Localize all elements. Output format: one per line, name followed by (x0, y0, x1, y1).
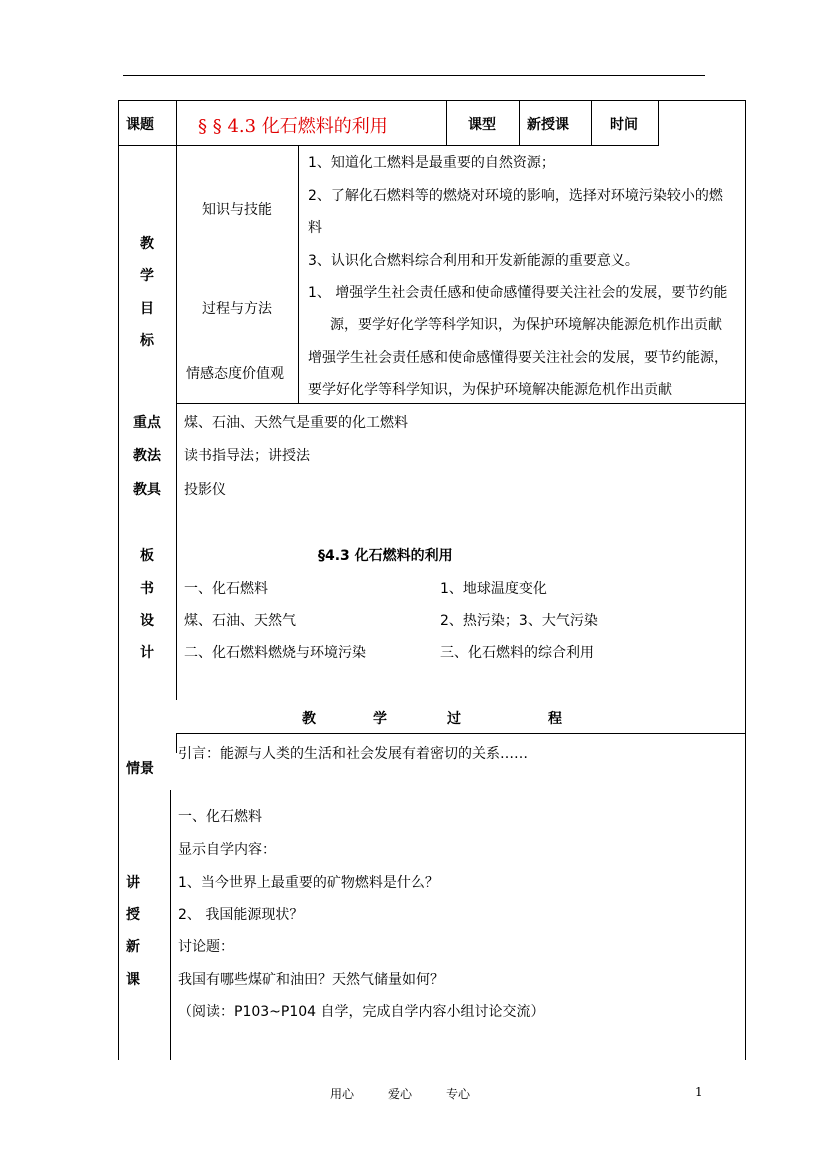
objective-line: 要学好化学等科学知识，为保护环境解决能源危机作出贡献 (308, 382, 672, 398)
table-border-left (118, 100, 119, 1060)
lecture-line: 讨论题： (178, 939, 234, 955)
lesson-type-label: 课型 (468, 117, 496, 133)
knowledge-label: 知识与技能 (202, 202, 272, 218)
lecture-label-2: 授 (126, 907, 140, 923)
scenario-text: 引言：能源与人类的生活和社会发展有着密切的关系…… (178, 746, 528, 762)
board-label-4: 计 (140, 645, 154, 661)
lecture-line: 显示自学内容： (178, 842, 276, 858)
board-left-line: 煤、石油、天然气 (184, 613, 296, 629)
board-left-line: 二、化石燃料燃烧与环境污染 (184, 645, 366, 661)
board-right-line: 1、地球温度变化 (440, 581, 547, 597)
footer-motto-1: 用心 (330, 1087, 355, 1101)
page-number: 1 (695, 1085, 703, 1099)
footer-motto-2: 爱心 (388, 1087, 413, 1101)
footer-motto-3: 专心 (446, 1087, 471, 1101)
key-points-label: 重点 (133, 415, 161, 431)
lecture-label-1: 讲 (126, 875, 140, 891)
objective-line: 1、知道化工燃料是最重要的自然资源； (308, 155, 555, 171)
process-heading-2: 学 (373, 711, 387, 727)
lecture-line: 一、化石燃料 (178, 809, 262, 825)
objective-line: 3、认识化合燃料综合利用和开发新能源的重要意义。 (308, 253, 639, 269)
process-heading-1: 教 (302, 711, 316, 727)
header-rule (123, 75, 705, 76)
row-divider-process (176, 733, 746, 734)
lesson-type-value: 新授课 (527, 117, 569, 133)
lecture-line: 2、 我国能源现状？ (178, 907, 304, 923)
emotion-label: 情感态度价值观 (186, 366, 284, 382)
col-divider-time (658, 100, 659, 145)
lecture-label-3: 新 (126, 939, 140, 955)
scenario-label: 情景 (126, 761, 154, 777)
col-divider-label (176, 100, 177, 700)
process-method-label: 过程与方法 (202, 301, 272, 317)
board-label-2: 书 (140, 581, 154, 597)
objectives-label-4: 标 (140, 333, 154, 349)
row-divider-header (118, 145, 659, 146)
key-points-value: 煤、石油、天然气是重要的化工燃料 (184, 415, 408, 431)
board-right-line: 三、化石燃料的综合利用 (440, 645, 594, 661)
objective-line: 源，要学好化学等科学知识，为保护环境解决能源危机作出贡献 (330, 317, 722, 333)
tools-label: 教具 (133, 482, 161, 498)
lecture-line: 我国有哪些煤矿和油田？天然气储量如何？ (178, 972, 444, 988)
objective-line: 增强学生社会责任感和使命感懂得要关注社会的发展，要节约能源， (308, 350, 728, 366)
process-heading-3: 过 (447, 711, 461, 727)
col-divider-objective-sub (298, 145, 299, 403)
methods-label: 教法 (133, 448, 161, 464)
tools-value: 投影仪 (184, 482, 226, 498)
board-right-line: 2、热污染；3、大气污染 (440, 613, 598, 629)
objective-line: 料 (308, 220, 322, 236)
row-divider-objectives (176, 403, 746, 404)
table-border-right (745, 100, 746, 1060)
objective-line: 1、 增强学生社会责任感和使命感懂得要关注社会的发展，要节约能 (308, 285, 728, 301)
col-divider-type-value (591, 100, 592, 145)
board-title: §4.3 化石燃料的利用 (318, 548, 453, 564)
table-border-top (118, 100, 746, 101)
col-divider-type (519, 100, 520, 145)
col-divider-label-lower (176, 733, 177, 753)
lecture-line: 1、当今世界上最重要的矿物燃料是什么？ (178, 875, 439, 891)
lesson-title: § § 4.3 化石燃料的利用 (198, 116, 388, 137)
time-label: 时间 (610, 117, 638, 133)
topic-label: 课题 (126, 117, 154, 133)
lecture-label-4: 课 (126, 972, 140, 988)
board-label-3: 设 (140, 613, 154, 629)
board-left-line: 一、化石燃料 (184, 581, 268, 597)
objectives-label-1: 教 (140, 236, 154, 252)
col-divider-lecture (170, 790, 171, 1060)
objectives-label-2: 学 (140, 268, 154, 284)
col-divider-title (446, 100, 447, 145)
objectives-label-3: 目 (140, 301, 154, 317)
methods-value: 读书指导法；讲授法 (184, 448, 310, 464)
board-label-1: 板 (140, 548, 154, 564)
process-heading-4: 程 (548, 711, 562, 727)
objective-line: 2、了解化石燃料等的燃烧对环境的影响，选择对环境污染较小的燃 (308, 188, 723, 204)
lecture-line: （阅读：P103~P104 自学，完成自学内容小组讨论交流） (178, 1004, 545, 1020)
